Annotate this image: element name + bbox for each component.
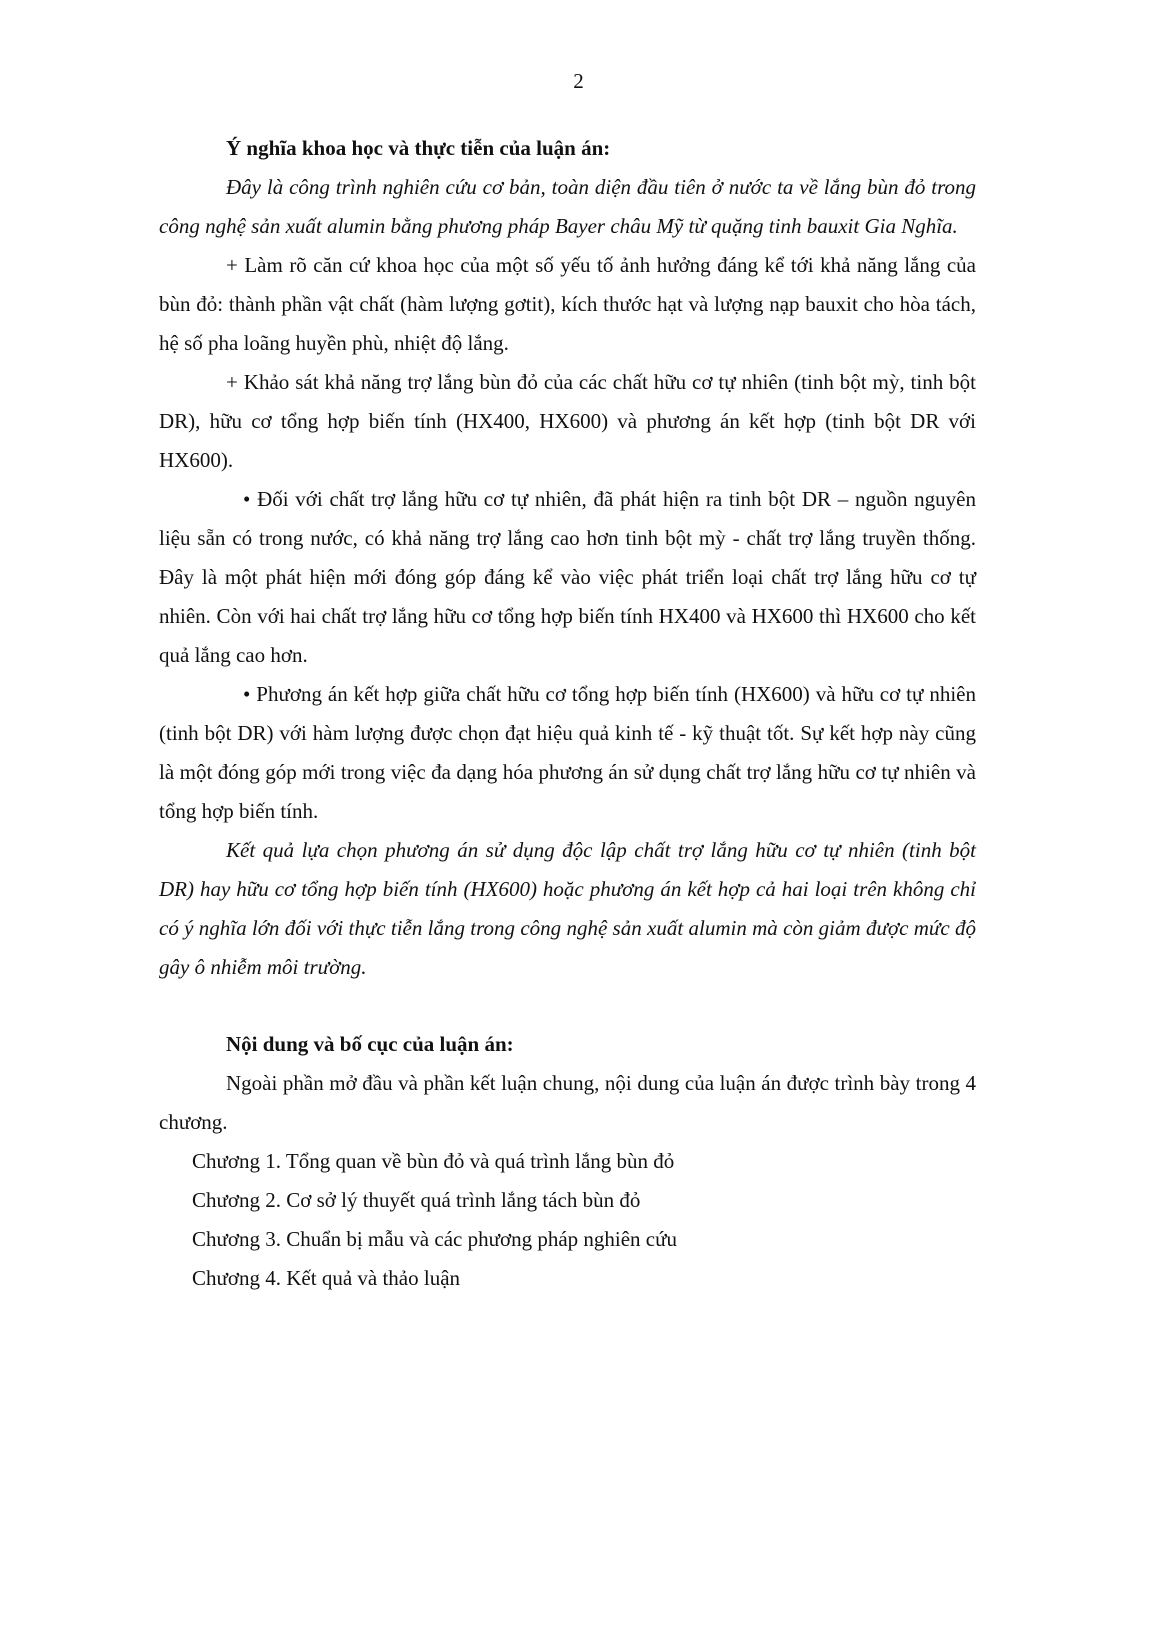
significance-conclusion: Kết quả lựa chọn phương án sử dụng độc lập chất trợ lắng hữu cơ tự nhiên (tinh bột DR) hay hữu cơ tổng hợp biến tính (HX600) hoặc phương án kết hợp cả hai loại trên không chỉ có ý nghĩa lớn đối với thực tiễn lắng trong công nghệ sản xuất alumin mà còn giảm được mức độ gây ô nhiễm môi trường. (159, 838, 976, 979)
section-heading-content: Nội dung và bố cục của luận án: (226, 1032, 514, 1056)
significance-bullet-2: • Phương án kết hợp giữa chất hữu cơ tổng hợp biến tính (HX600) và hữu cơ tự nhiên (tinh bột DR) với hàm lượng được chọn đạt hiệu quả kinh tế - kỹ thuật tốt. Sự kết hợp này cũng là một đóng góp mới trong việc đa dạng hóa phương án sử dụng chất trợ lắng hữu cơ tự nhiên và tổng hợp biến tính. (159, 682, 976, 823)
chapter-item-2: Chương 2. Cơ sở lý thuyết quá trình lắng tách bùn đỏ (192, 1188, 641, 1212)
chapter-item-3: Chương 3. Chuẩn bị mẫu và các phương pháp nghiên cứu (192, 1227, 678, 1251)
content-intro: Ngoài phần mở đầu và phần kết luận chung, nội dung của luận án được trình bày trong 4 chương. (159, 1071, 976, 1134)
chapter-item-4: Chương 4. Kết quả và thảo luận (192, 1266, 461, 1290)
significance-point-1: + Làm rõ căn cứ khoa học của một số yếu tố ảnh hưởng đáng kể tới khả năng lắng của bùn đỏ: thành phần vật chất (hàm lượng gơtit), kích thước hạt và lượng nạp bauxit cho hòa tách, hệ số pha loãng huyền phù, nhiệt độ lắng. (159, 253, 976, 355)
section-heading-significance: Ý nghĩa khoa học và thực tiễn của luận án: (226, 136, 611, 160)
significance-point-2: + Khảo sát khả năng trợ lắng bùn đỏ của các chất hữu cơ tự nhiên (tinh bột mỳ, tinh bột DR), hữu cơ tổng hợp biến tính (HX400, HX600) và phương án kết hợp (tinh bột DR với HX600). (159, 370, 976, 472)
page-number: 2 (573, 69, 584, 93)
significance-bullet-1: • Đối với chất trợ lắng hữu cơ tự nhiên, đã phát hiện ra tinh bột DR – nguồn nguyên liệu sẵn có trong nước, có khả năng trợ lắng cao hơn tinh bột mỳ - chất trợ lắng truyền thống. Đây là một phát hiện mới đóng góp đáng kể vào việc phát triển loại chất trợ lắng hữu cơ tự nhiên. Còn với hai chất trợ lắng hữu cơ tổng hợp biến tính HX400 và HX600 thì HX600 cho kết quả lắng cao hơn. (159, 487, 976, 667)
chapter-item-1: Chương 1. Tổng quan về bùn đỏ và quá trình lắng bùn đỏ (192, 1149, 675, 1173)
significance-intro: Đây là công trình nghiên cứu cơ bản, toàn diện đầu tiên ở nước ta về lắng bùn đỏ trong công nghệ sản xuất alumin bằng phương pháp Bayer châu Mỹ từ quặng tinh bauxit Gia Nghĩa. (159, 175, 976, 238)
page-content (159, 129, 976, 1298)
section-spacer (159, 987, 976, 1025)
